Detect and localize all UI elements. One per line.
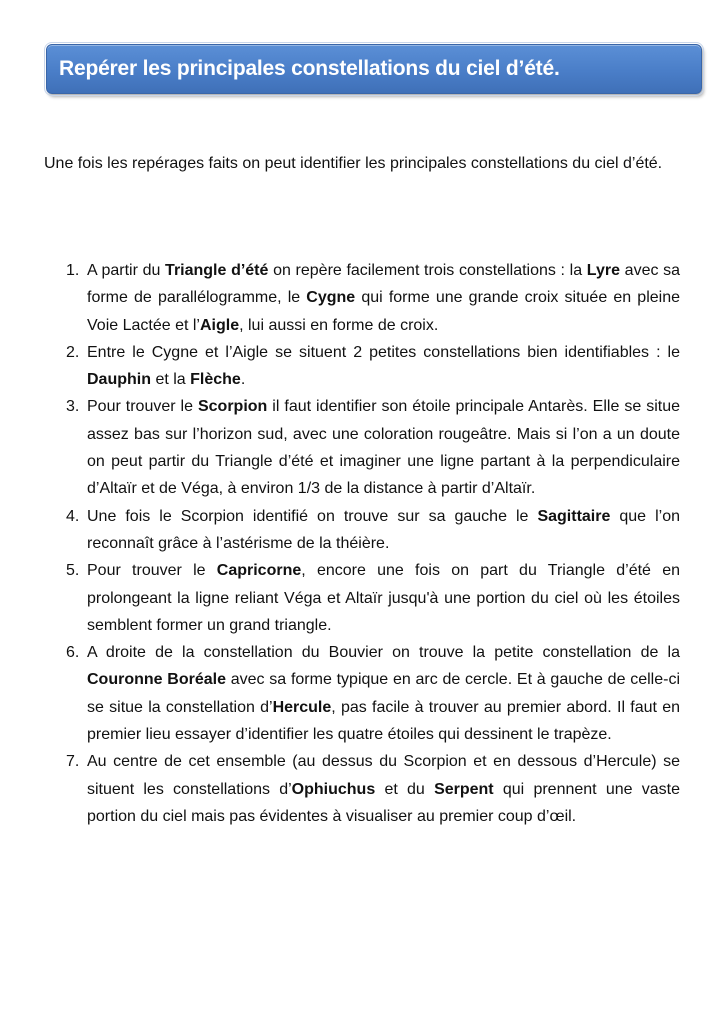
text-segment: Pour trouver le bbox=[87, 562, 217, 580]
text-segment: et la bbox=[151, 371, 191, 389]
text-segment: A droite de la constellation du Bouvier on trouve la petite constellation de la bbox=[87, 644, 680, 662]
item-number: 6. bbox=[66, 644, 80, 662]
title-banner bbox=[46, 44, 702, 94]
item-number: 1. bbox=[66, 262, 80, 279]
item-text bbox=[87, 262, 680, 334]
item-text bbox=[87, 398, 680, 497]
constellation-list bbox=[44, 257, 680, 830]
item-number: 7. bbox=[66, 753, 80, 771]
text-segment: il faut identifier son étoile principale Antarès. Elle se situe assez bas sur l’horizon sud, avec une coloration rougeâtre. Mais si l’on a un doute on peut partir du Triangle d’été et imaginer une ligne partant à la perpendiculaire d’Altaïr et de Véga, à environ 1/3 de la distance à partir d’Altaïr. bbox=[87, 398, 680, 498]
constellation-name: Lyre bbox=[586, 262, 620, 279]
text-segment: , encore une fois on part du Triangle d’été en prolongeant la ligne reliant Véga et Altaïr jusqu'à une portion du ciel où les étoiles semblent former un grand triangle. bbox=[87, 562, 680, 634]
constellation-name: Dauphin bbox=[87, 371, 151, 389]
constellation-name: Serpent bbox=[434, 780, 494, 798]
item-number: 3. bbox=[66, 398, 80, 416]
item-number: 4. bbox=[66, 507, 80, 525]
text-segment: A partir du bbox=[87, 262, 166, 279]
text-segment: avec sa forme typique en arc de cercle. Et à gauche de celle-ci se situe la constellation d’ bbox=[87, 671, 681, 716]
constellation-name: Cygne bbox=[306, 289, 356, 307]
list-item bbox=[44, 748, 680, 830]
list-item bbox=[44, 393, 680, 502]
list-item bbox=[44, 257, 680, 339]
text-segment: qui prennent une vaste portion du ciel mais pas évidentes à visualiser au premier coup d’œil. bbox=[87, 780, 680, 825]
text-segment: qui forme une grande croix située en pleine Voie Lactée et l’ bbox=[87, 289, 680, 334]
item-number: 5. bbox=[66, 562, 80, 580]
constellation-name: Couronne Boréale bbox=[87, 671, 226, 689]
item-text bbox=[87, 344, 680, 388]
text-segment: Pour trouver le bbox=[87, 398, 198, 416]
text-segment: Entre le Cygne et l’Aigle se situent 2 petites constellations bien identifiables : le bbox=[87, 343, 680, 361]
intro-paragraph: Une fois les repérages faits on peut identifier les principales constellations du ciel d’été. bbox=[44, 155, 663, 172]
list-item bbox=[44, 339, 680, 394]
text-segment: Au centre de cet ensemble (au dessus du Scorpion et en dessous d’Hercule) se situent les constellations d’ bbox=[87, 753, 680, 798]
text-segment: on repère facilement trois constellations : la bbox=[268, 262, 587, 279]
list-item bbox=[44, 503, 680, 558]
constellation-name: Scorpion bbox=[197, 398, 268, 416]
constellation-name: Triangle d’été bbox=[165, 262, 269, 279]
item-text bbox=[87, 508, 680, 552]
constellation-name: Capricorne bbox=[216, 562, 302, 580]
constellation-name: Sagittaire bbox=[537, 507, 611, 525]
text-segment: avec sa forme de parallélogramme, le bbox=[87, 262, 681, 307]
text-segment: , lui aussi en forme de croix. bbox=[239, 316, 439, 334]
text-segment: . bbox=[240, 371, 246, 389]
item-text bbox=[87, 562, 680, 634]
constellation-name: Aigle bbox=[199, 316, 240, 334]
item-number: 2. bbox=[66, 343, 80, 361]
text-segment: Une fois le Scorpion identifié on trouve sur sa gauche le bbox=[87, 507, 538, 525]
list-item bbox=[44, 557, 680, 639]
constellation-name: Ophiuchus bbox=[291, 780, 376, 798]
constellation-name: Hercule bbox=[272, 698, 332, 716]
item-text bbox=[87, 753, 680, 825]
item-text bbox=[87, 644, 680, 743]
text-segment: , pas facile à trouver au premier abord. Il faut en premier lieu essayer d’identifier les quatre étoiles qui dessinent le trapèze. bbox=[87, 698, 681, 744]
list-item bbox=[44, 639, 680, 748]
page-title: Repérer les principales constellations du ciel d’été. bbox=[59, 57, 560, 80]
text-segment: que l’on reconnaît grâce à l’astérisme de la théière. bbox=[87, 507, 680, 552]
constellation-name: Flèche bbox=[190, 371, 241, 389]
text-segment: et du bbox=[375, 780, 435, 798]
